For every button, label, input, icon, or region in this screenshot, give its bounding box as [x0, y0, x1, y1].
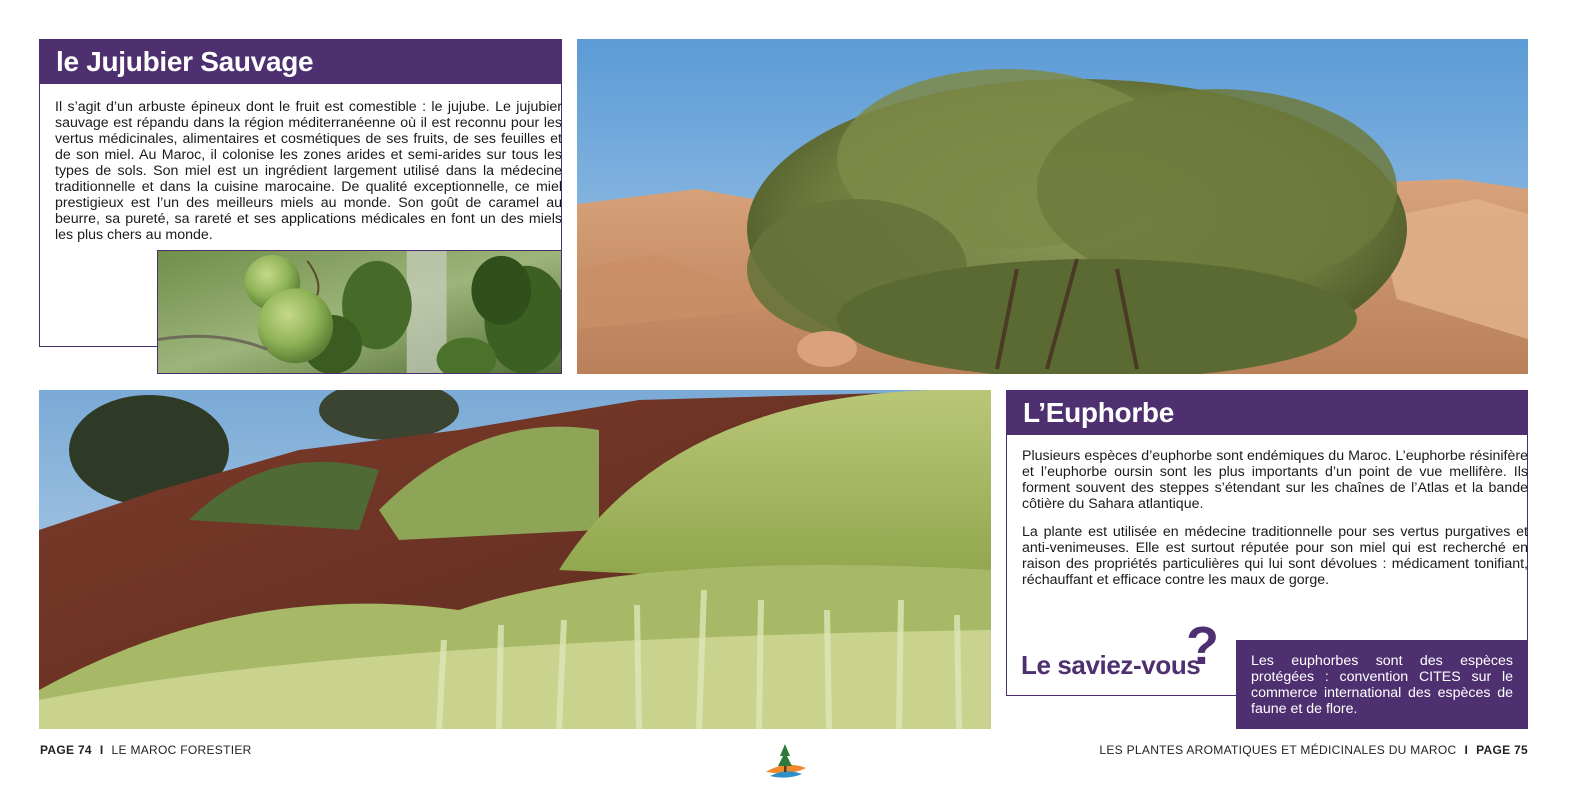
forest-logo-icon — [760, 742, 810, 782]
footer-left-separator: I — [99, 743, 104, 757]
jujube-fruit-photo — [157, 250, 562, 374]
saviez-vous-label: Le saviez-vous — [1021, 650, 1201, 680]
footer-right-page: PAGE 75 — [1476, 743, 1528, 757]
jujubier-text: Il s’agit d’un arbuste épineux dont le fruit est comestible : le jujube. Le jujubier sauvage est répandu dans la région méditerranéenne où il est reconnu pour les vertus médicinales, alimentaires et cosmétiques de ses fruits, de ses feuilles et de son miel. Au Maroc, il colonise les zones arides et semi-arides sur tous les types de sols. Son miel est un ingrédient largement utilisé dans la médecine traditionnelle et dans la cuisine marocaine. De qualité exceptionnelle, ce miel prestigieux est l’un des meilleurs miels au monde. Son goût de caramel au beurre, sa pureté, sa rareté et ses applications médicales en font un des miels les plus chers au monde. — [55, 99, 562, 243]
footer-right-separator: I — [1464, 743, 1469, 757]
footer-left — [40, 743, 252, 757]
jujubier-title: le Jujubier Sauvage — [40, 40, 561, 84]
footer-right-title: LES PLANTES AROMATIQUES ET MÉDICINALES DU MAROC — [1099, 743, 1457, 757]
saviez-vous-fact: Les euphorbes sont des espèces protégées : convention CITES sur le commerce international des espèces de faune et de flore. — [1236, 640, 1528, 729]
euphorbe-title: L’Euphorbe — [1007, 391, 1527, 435]
euphorbe-paragraph-2: La plante est utilisée en médecine traditionnelle pour ses vertus purgatives et anti-venimeuses. Elle est surtout réputée pour son miel qui est recherché en raison des propriétés particulières qui lui sont dévolues : médicament tonifiant, réchauffant et efficace contre les maux de gorge. — [1022, 524, 1528, 588]
footer-left-page: PAGE 74 — [40, 743, 92, 757]
jujubier-shrub-photo — [577, 39, 1528, 374]
euphorbe-photo — [39, 390, 991, 729]
footer-left-title: LE MAROC FORESTIER — [111, 743, 252, 757]
question-mark-icon: ? — [1186, 616, 1219, 676]
footer-right — [1099, 743, 1528, 757]
euphorbe-paragraph-1: Plusieurs espèces d’euphorbe sont endémiques du Maroc. L’euphorbe résinifère et l’euphorbe oursin sont les plus importants d’un point de vue mellifère. Ils forment souvent des steppes s’étendant sur les chaînes de l’Atlas et la bande côtière du Sahara atlantique. — [1022, 448, 1528, 512]
